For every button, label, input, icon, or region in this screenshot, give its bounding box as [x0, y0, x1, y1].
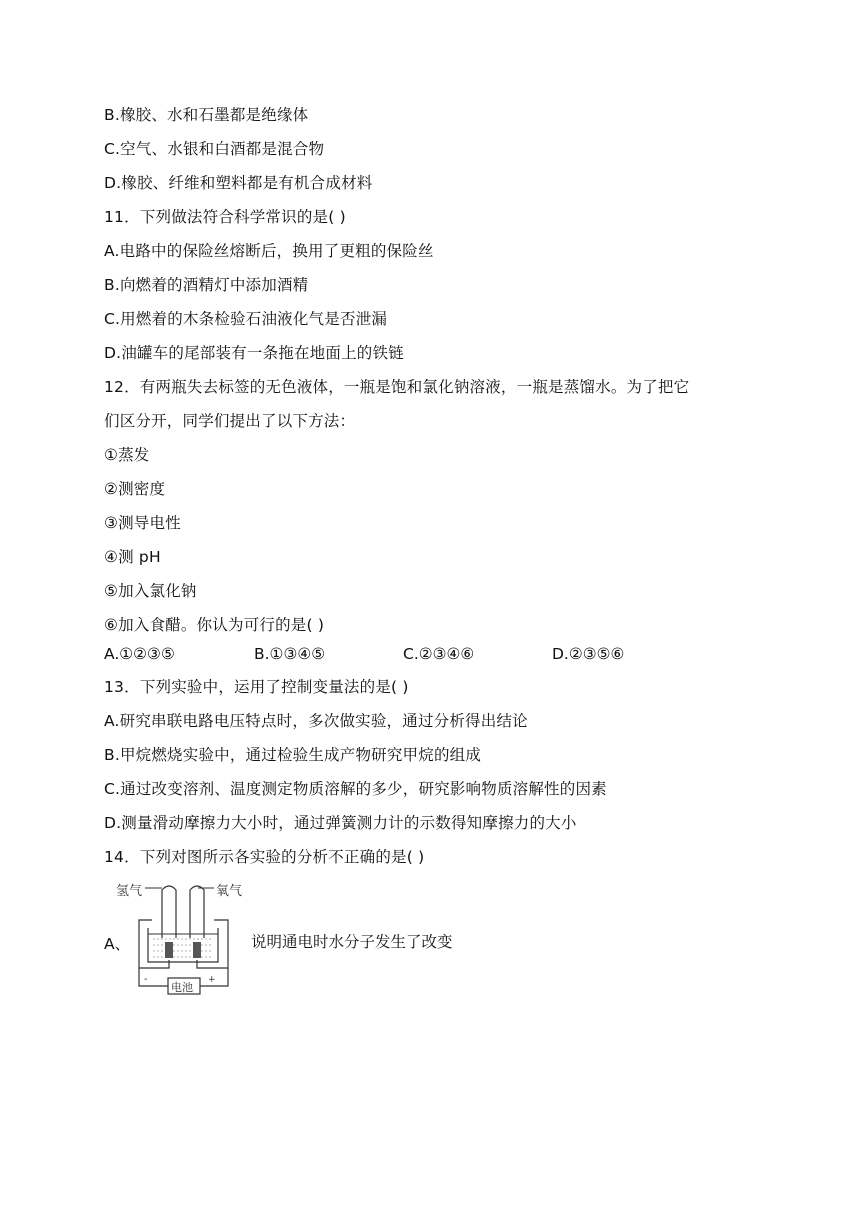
- q12-stem-line1: 12．有两瓶失去标签的无色液体，一瓶是饱和氯化钠溶液，一瓶是蒸馏水。为了把它: [104, 378, 690, 396]
- q12-method-4: ④测 pH: [104, 548, 161, 566]
- q12-method-6: ⑥加入食醋。你认为可行的是( ): [104, 616, 325, 634]
- q11-option-a: A.电路中的保险丝熔断后，换用了更粗的保险丝: [104, 242, 434, 260]
- q10-option-d: D.橡胶、纤维和塑料都是有机合成材料: [104, 174, 373, 192]
- right-wire: [197, 920, 228, 968]
- q12-option-b: B.①③④⑤: [254, 645, 326, 663]
- q10-option-c: C.空气、水银和白酒都是混合物: [104, 140, 325, 158]
- q12-method-2: ②测密度: [104, 480, 166, 498]
- positive-terminal: +: [208, 975, 216, 985]
- negative-terminal: -: [144, 974, 148, 985]
- q12-stem-line2: 们区分开，同学们提出了以下方法：: [104, 412, 356, 430]
- oxygen-tube: [190, 886, 204, 938]
- q11-option-c: C.用燃着的木条检验石油液化气是否泄漏: [104, 310, 388, 328]
- q13-stem: 13．下列实验中，运用了控制变量法的是( ): [104, 678, 409, 696]
- hydrogen-label: 氢气: [116, 884, 143, 899]
- battery-label: 电池: [171, 981, 193, 994]
- oxygen-label: 氧气: [216, 884, 243, 899]
- q12-option-a: A.①②③⑤: [104, 645, 175, 663]
- q12-method-3: ③测导电性: [104, 514, 181, 532]
- left-wire: [139, 920, 169, 968]
- q10-option-b: B.橡胶、水和石墨都是绝缘体: [104, 106, 309, 124]
- q13-option-c: C.通过改变溶剂、温度测定物质溶解的多少，研究影响物质溶解性的因素: [104, 780, 607, 798]
- q12-method-5: ⑤加入氯化钠: [104, 582, 197, 600]
- q11-option-d: D.油罐车的尾部装有一条拖在地面上的铁链: [104, 344, 404, 362]
- q14-option-a-caption: 说明通电时水分子发生了改变: [251, 933, 453, 951]
- q14-stem: 14．下列对图所示各实验的分析不正确的是( ): [104, 848, 425, 866]
- q12-method-1: ①蒸发: [104, 446, 150, 464]
- q13-option-b: B.甲烷燃烧实验中，通过检验生成产物研究甲烷的组成: [104, 746, 482, 764]
- electrolysis-diagram: [104, 876, 254, 1004]
- q11-stem: 11．下列做法符合科学常识的是( ): [104, 208, 346, 226]
- q14-option-a-letter: A、: [104, 935, 131, 953]
- q13-option-d: D.测量滑动摩擦力大小时，通过弹簧测力计的示数得知摩擦力的大小: [104, 814, 577, 832]
- q12-option-d: D.②③⑤⑥: [552, 645, 625, 663]
- q13-option-a: A.研究串联电路电压特点时，多次做实验，通过分析得出结论: [104, 712, 528, 730]
- hydrogen-tube: [162, 886, 176, 938]
- q11-option-b: B.向燃着的酒精灯中添加酒精: [104, 276, 309, 294]
- anode-electrode: [193, 942, 201, 958]
- q12-options-row: [104, 643, 784, 667]
- q12-option-c: C.②③④⑥: [403, 645, 475, 663]
- cathode-electrode: [165, 942, 173, 958]
